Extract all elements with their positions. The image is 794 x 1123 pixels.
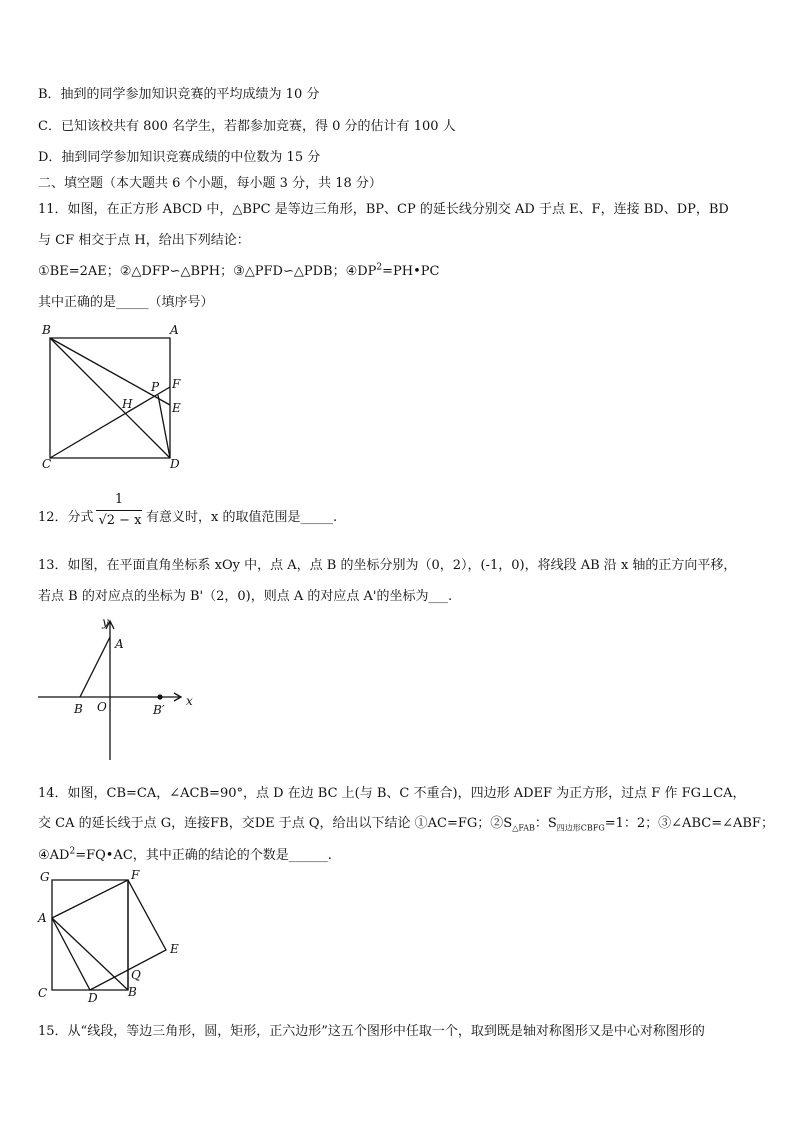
q14-line1: 14．如图，CB=CA，∠ACB=90°，点 D 在边 BC 上(与 B、C 不重合)，四边形 ADEF 为正方形，过点 F 作 FG⊥CA，	[38, 786, 746, 801]
q13-label-o: O	[97, 700, 107, 714]
q11-line4: 其中正确的是_____（填序号）	[38, 295, 214, 310]
q14-label-g: G	[40, 870, 50, 884]
option-c: C．已知该校共有 800 名学生，若都参加竞赛，得 0 分的估计有 100 人	[38, 119, 456, 134]
q14-line2: 交 CA 的延长线于点 G，连接FB，交DE 于点 Q，给出以下结论 ①AC=FG；$②S_{\triangle FAB}$：$S_{四边形CBFG}=1$：2；③∠ABC=∠ABF；	[38, 816, 774, 833]
q11-label-b: B	[42, 323, 51, 337]
q14-label-c: C	[38, 986, 48, 1000]
q13-label-y: y	[102, 615, 109, 629]
q11-label-h: H	[122, 397, 133, 411]
section-title: 二、填空题（本大题共 6 个小题，每小题 3 分，共 18 分）	[38, 176, 382, 191]
q11-label-c: C	[42, 457, 52, 471]
q11-line3: ①BE=2AE；②△DFP∽△BPH；③△PFD∽△PDB；$④DP^2=PH•PC$	[38, 262, 440, 279]
q12-prefix: 12．分式	[38, 510, 94, 525]
q11-label-f: F	[172, 377, 181, 391]
q13-label-a: A	[115, 637, 124, 651]
option-b: B．抽到的同学参加知识竞赛的平均成绩为 10 分	[38, 87, 320, 102]
q14-label-b: B	[128, 985, 137, 999]
q12-numerator: 1	[114, 492, 124, 507]
q14-label-e: E	[170, 942, 179, 956]
q11-line2: 与 CF 相交于点 H，给出下列结论：	[38, 233, 250, 248]
q15-line1: 15．从“线段，等边三角形，圆，矩形，正六边形”这五个图形中任取一个，取到既是轴对称图形又是中心对称图形的	[38, 1024, 705, 1039]
option-d: D．抽到同学参加知识竞赛成绩的中位数为 15 分	[38, 150, 321, 165]
q11-label-p: P	[151, 380, 160, 394]
q14-label-f: F	[131, 868, 140, 882]
q13-label-bprime: B′	[153, 703, 165, 717]
q11-line1: 11．如图，在正方形 ABCD 中，△BPC 是等边三角形，BP、CP 的延长线分别交 AD 于点 E、F，连接 BD、DP，BD	[38, 202, 729, 217]
q13-line2: 若点 B 的对应点的坐标为 B'（2，0)，则点 A 的对应点 A'的坐标为___.	[38, 589, 453, 604]
q13-label-b: B	[74, 702, 83, 716]
q14-label-q: Q	[131, 968, 141, 982]
q12-suffix: 有意义时，x 的取值范围是_____.	[146, 510, 338, 525]
q14-line3: $④AD^2=FQ•AC$，其中正确的结论的个数是______.	[38, 846, 332, 863]
q14-label-d: D	[88, 991, 98, 1005]
q11-label-a: A	[170, 323, 179, 337]
q11-label-e: E	[172, 401, 181, 415]
q11-label-d: D	[170, 457, 180, 471]
q13-label-x: x	[186, 694, 193, 708]
q12-denominator: √2 − x	[98, 513, 142, 528]
q13-line1: 13．如图，在平面直角坐标系 xOy 中，点 A，点 B 的坐标分别为（0，2），(-1，0)，将线段 AB 沿 x 轴的正方向平移，	[38, 558, 737, 573]
q14-label-a: A	[38, 911, 47, 925]
